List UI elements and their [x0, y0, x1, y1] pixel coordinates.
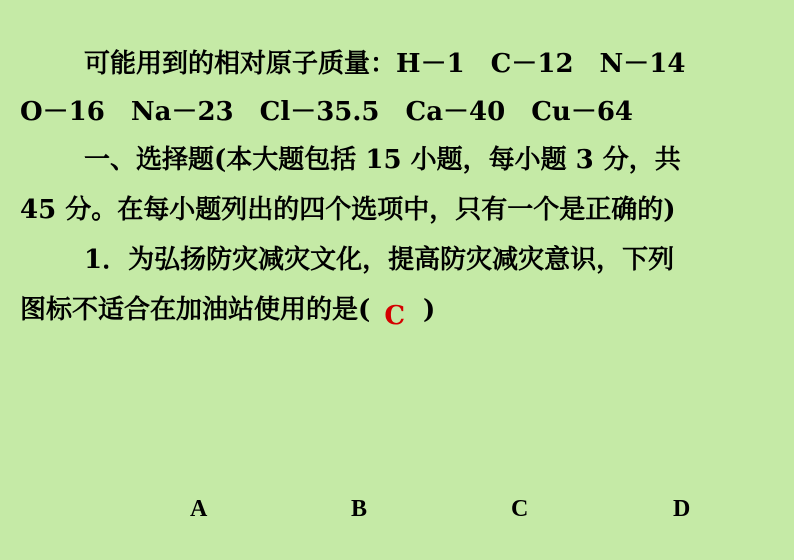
question-1-line-2 [20, 290, 435, 330]
question-1-prefix: 图标不适合在加油站使用的是( [20, 295, 371, 325]
question-1-line-1: 1．为弘扬防灾减灾文化，提高防灾减灾意识，下列 [84, 245, 675, 275]
question-1-suffix: ) [423, 295, 436, 325]
question-1-answer: C [384, 301, 406, 331]
option-label-a: A [190, 496, 208, 522]
section-heading-line-2: 45 分。在每小题列出的四个选项中，只有一个是正确的) [20, 195, 676, 225]
atomic-mass-line-1: 可能用到的相对原子质量：H－1 C－12 N－14 [84, 49, 686, 79]
option-label-d: D [673, 496, 691, 522]
atomic-mass-line-2: O－16 Na－23 Cl－35.5 Ca－40 Cu－64 [20, 97, 634, 127]
option-label-b: B [351, 496, 368, 522]
section-heading-line-1: 一、选择题(本大题包括 15 小题，每小题 3 分，共 [84, 145, 681, 175]
option-label-c: C [511, 496, 529, 522]
